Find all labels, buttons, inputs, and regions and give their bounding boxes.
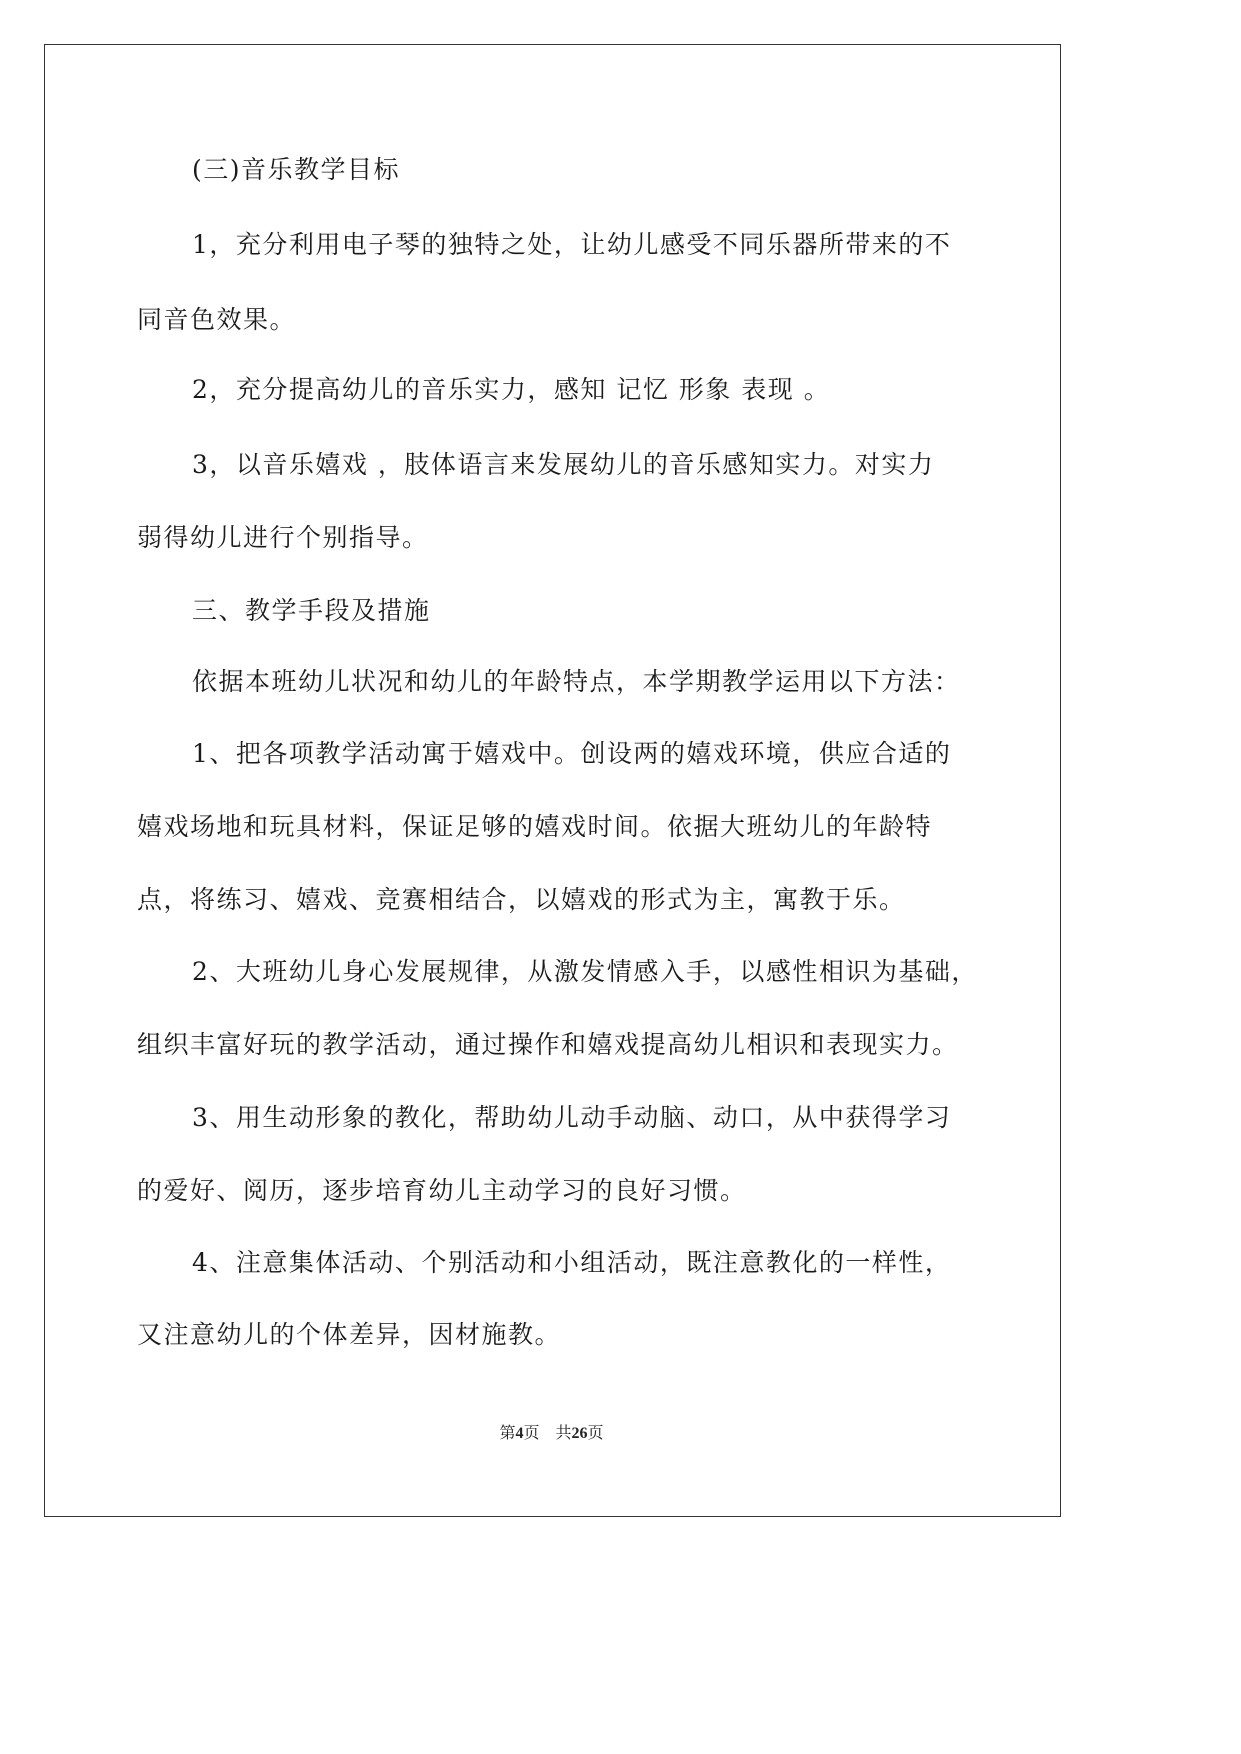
page-footer (0, 1424, 1103, 1444)
paragraph-line: 的爱好、阅历，逐步培育幼儿主动学习的良好习惯。 (137, 1176, 747, 1205)
paragraph-line: 1、把各项教学活动寓于嬉戏中。创设两的嬉戏环境，供应合适的 (192, 739, 952, 768)
paragraph-line: 同音色效果。 (137, 305, 297, 334)
footer-total-suffix: 页 (587, 1425, 604, 1442)
paragraph-line: 2、大班幼儿身心发展规律，从激发情感入手，以感性相识为基础， (192, 957, 978, 986)
paragraph-line: 3、用生动形象的教化，帮助幼儿动手动脑、动口，从中获得学习 (192, 1103, 952, 1132)
footer-page-number: 4 (515, 1425, 524, 1442)
footer-page-prefix: 第 (499, 1425, 516, 1442)
footer-page-suffix: 页 (523, 1425, 540, 1442)
paragraph-line: 依据本班幼儿状况和幼儿的年龄特点，本学期教学运用以下方法： (192, 667, 961, 696)
paragraph-line: 组织丰富好玩的教学活动，通过操作和嬉戏提高幼儿相识和表现实力。 (137, 1030, 959, 1059)
paragraph-line: 3，以音乐嬉戏 ，肢体语言来发展幼儿的音乐感知实力。对实力 (192, 450, 935, 479)
paragraph-line: 嬉戏场地和玩具材料，保证足够的嬉戏时间。依据大班幼儿的年龄特 (137, 812, 933, 841)
footer-total-prefix: 共 (555, 1425, 572, 1442)
paragraph-line: 1，充分利用电子琴的独特之处，让幼儿感受不同乐器所带来的不 (192, 230, 952, 259)
footer-total-pages: 26 (571, 1425, 588, 1442)
paragraph-line: 2，充分提高幼儿的音乐实力，感知 记忆 形象 表现 。 (192, 375, 831, 404)
page-border (44, 44, 1061, 1517)
paragraph-line: 4、注意集体活动、个别活动和小组活动，既注意教化的一样性， (192, 1248, 952, 1277)
section-heading: (三)音乐教学目标 (192, 155, 401, 184)
section-heading: 三、教学手段及措施 (192, 596, 431, 625)
paragraph-line: 又注意幼儿的个体差异，因材施教。 (137, 1320, 562, 1349)
paragraph-line: 弱得幼儿进行个别指导。 (137, 523, 429, 552)
paragraph-line: 点，将练习、嬉戏、竞赛相结合，以嬉戏的形式为主，寓教于乐。 (137, 885, 906, 914)
